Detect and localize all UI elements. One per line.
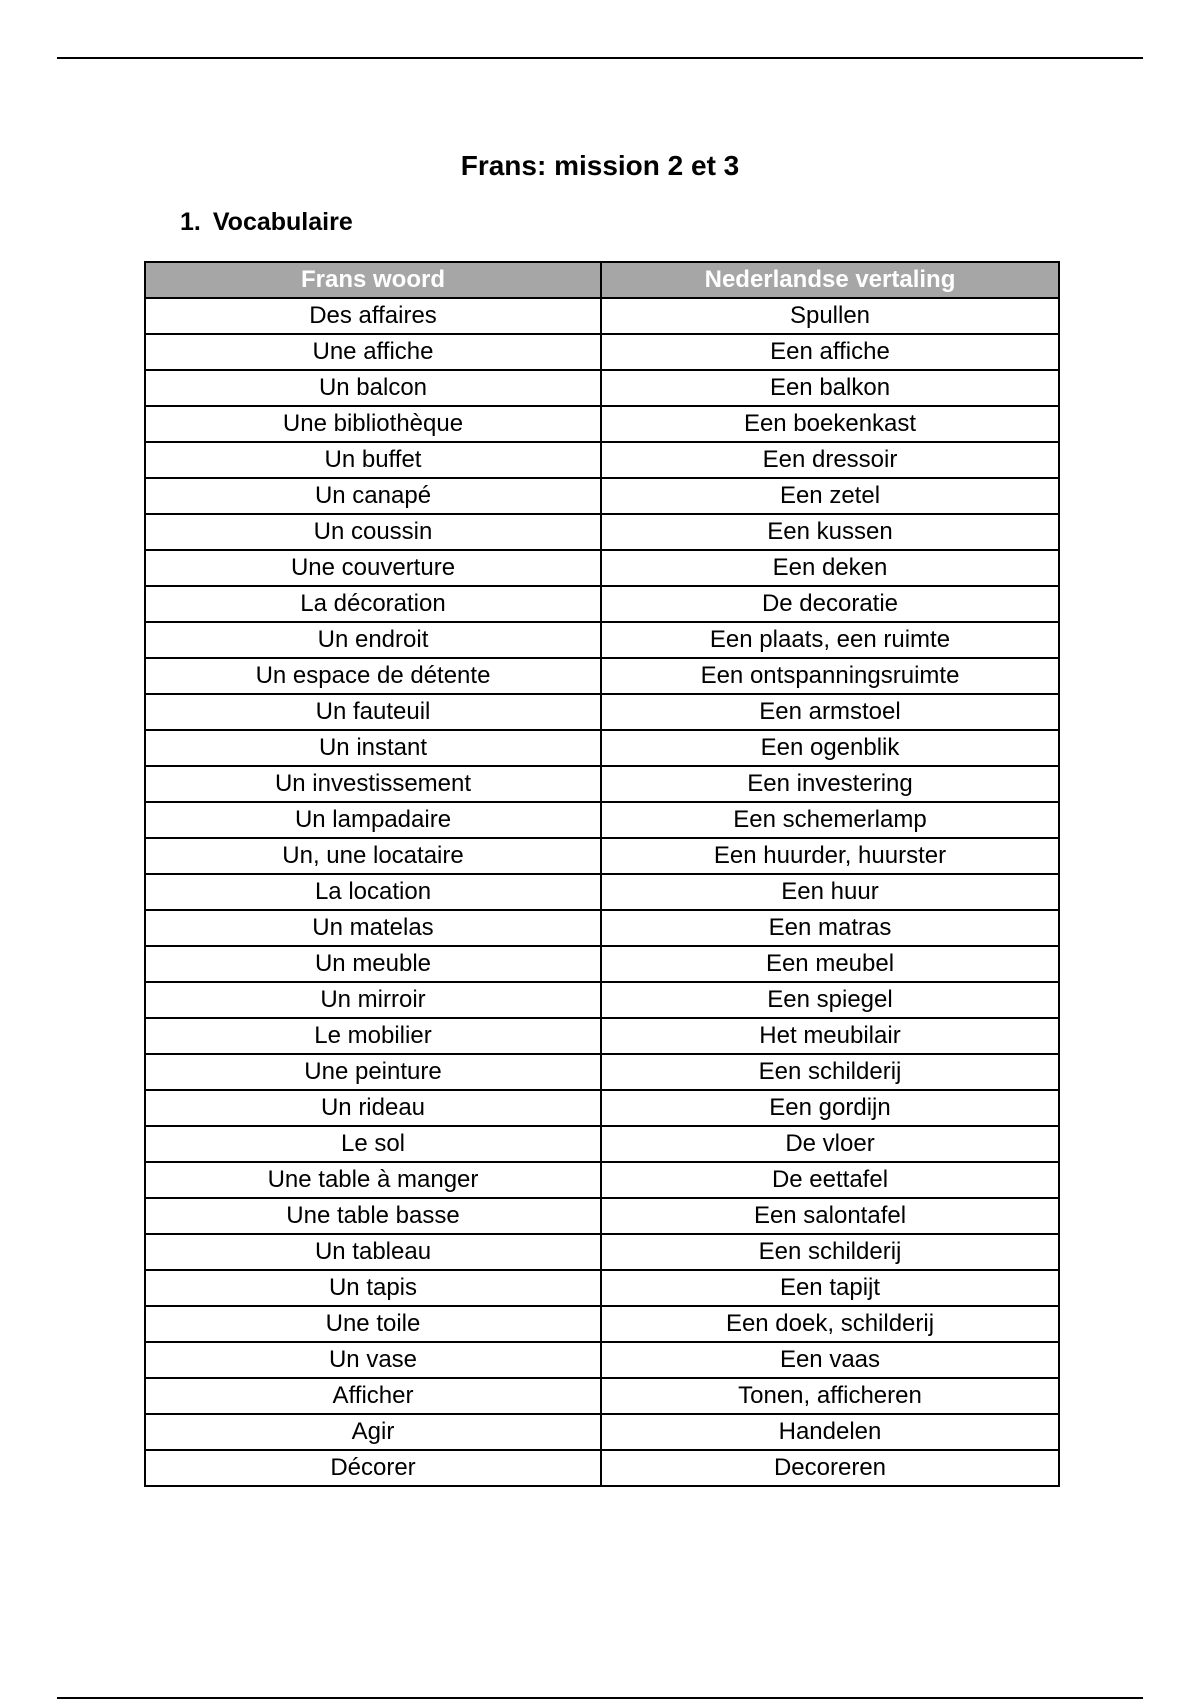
french-word-cell: Un coussin: [145, 514, 601, 550]
table-row: [145, 838, 1059, 874]
vocabulary-table: [144, 261, 1060, 1487]
french-word-cell: Un balcon: [145, 370, 601, 406]
table-row: [145, 586, 1059, 622]
french-word-cell: Une toile: [145, 1306, 601, 1342]
table-row: [145, 442, 1059, 478]
dutch-translation-cell: Decoreren: [601, 1450, 1059, 1486]
french-word-cell: Une table à manger: [145, 1162, 601, 1198]
dutch-translation-cell: Spullen: [601, 298, 1059, 334]
table-row: [145, 694, 1059, 730]
dutch-translation-cell: Een tapijt: [601, 1270, 1059, 1306]
table-row: [145, 874, 1059, 910]
table-row: [145, 514, 1059, 550]
dutch-translation-cell: Een armstoel: [601, 694, 1059, 730]
table-row: [145, 730, 1059, 766]
dutch-translation-cell: Een kussen: [601, 514, 1059, 550]
table-row: [145, 550, 1059, 586]
french-word-cell: Une bibliothèque: [145, 406, 601, 442]
dutch-translation-cell: De decoratie: [601, 586, 1059, 622]
table-row: [145, 1054, 1059, 1090]
french-word-cell: Un, une locataire: [145, 838, 601, 874]
french-word-cell: Des affaires: [145, 298, 601, 334]
table-row: [145, 802, 1059, 838]
section-title: Vocabulaire: [212, 208, 353, 236]
dutch-translation-cell: Een huur: [601, 874, 1059, 910]
french-word-cell: Un meuble: [145, 946, 601, 982]
french-word-cell: Un endroit: [145, 622, 601, 658]
section-heading: [180, 206, 353, 238]
table-row: [145, 298, 1059, 334]
dutch-translation-cell: Een spiegel: [601, 982, 1059, 1018]
dutch-translation-cell: Een boekenkast: [601, 406, 1059, 442]
section-number: 1.: [180, 208, 201, 236]
bottom-rule: [57, 1697, 1143, 1699]
dutch-translation-cell: Het meubilair: [601, 1018, 1059, 1054]
french-word-cell: Une couverture: [145, 550, 601, 586]
column-header-french: Frans woord: [145, 262, 601, 298]
french-word-cell: Une table basse: [145, 1198, 601, 1234]
table-row: [145, 1162, 1059, 1198]
french-word-cell: Décorer: [145, 1450, 601, 1486]
dutch-translation-cell: Een huurder, huurster: [601, 838, 1059, 874]
dutch-translation-cell: Een affiche: [601, 334, 1059, 370]
top-rule: [57, 57, 1143, 59]
dutch-translation-cell: Een meubel: [601, 946, 1059, 982]
dutch-translation-cell: Een schilderij: [601, 1234, 1059, 1270]
dutch-translation-cell: Een ogenblik: [601, 730, 1059, 766]
dutch-translation-cell: Een investering: [601, 766, 1059, 802]
table-row: [145, 1018, 1059, 1054]
french-word-cell: La décoration: [145, 586, 601, 622]
french-word-cell: Un espace de détente: [145, 658, 601, 694]
french-word-cell: Un instant: [145, 730, 601, 766]
dutch-translation-cell: Een zetel: [601, 478, 1059, 514]
french-word-cell: Un lampadaire: [145, 802, 601, 838]
french-word-cell: Un fauteuil: [145, 694, 601, 730]
table-row: [145, 766, 1059, 802]
table-row: [145, 1414, 1059, 1450]
table-row: [145, 982, 1059, 1018]
dutch-translation-cell: Een gordijn: [601, 1090, 1059, 1126]
french-word-cell: Un tapis: [145, 1270, 601, 1306]
dutch-translation-cell: Een salontafel: [601, 1198, 1059, 1234]
dutch-translation-cell: Handelen: [601, 1414, 1059, 1450]
dutch-translation-cell: Een schemerlamp: [601, 802, 1059, 838]
table-row: [145, 478, 1059, 514]
french-word-cell: La location: [145, 874, 601, 910]
table-row: [145, 334, 1059, 370]
table-row: [145, 910, 1059, 946]
table-row: [145, 1342, 1059, 1378]
dutch-translation-cell: Een plaats, een ruimte: [601, 622, 1059, 658]
french-word-cell: Le sol: [145, 1126, 601, 1162]
table-row: [145, 1306, 1059, 1342]
table-row: [145, 1450, 1059, 1486]
dutch-translation-cell: Een vaas: [601, 1342, 1059, 1378]
french-word-cell: Un canapé: [145, 478, 601, 514]
dutch-translation-cell: Een dressoir: [601, 442, 1059, 478]
dutch-translation-cell: Een matras: [601, 910, 1059, 946]
french-word-cell: Le mobilier: [145, 1018, 601, 1054]
french-word-cell: Afficher: [145, 1378, 601, 1414]
french-word-cell: Un rideau: [145, 1090, 601, 1126]
dutch-translation-cell: Een deken: [601, 550, 1059, 586]
table-row: [145, 946, 1059, 982]
french-word-cell: Une peinture: [145, 1054, 601, 1090]
table-row: [145, 1198, 1059, 1234]
dutch-translation-cell: Een doek, schilderij: [601, 1306, 1059, 1342]
dutch-translation-cell: Een schilderij: [601, 1054, 1059, 1090]
page-title: Frans: mission 2 et 3: [460, 150, 740, 181]
table-row: [145, 406, 1059, 442]
french-word-cell: Un investissement: [145, 766, 601, 802]
french-word-cell: Agir: [145, 1414, 601, 1450]
table-row: [145, 1090, 1059, 1126]
french-word-cell: Un matelas: [145, 910, 601, 946]
dutch-translation-cell: Tonen, afficheren: [601, 1378, 1059, 1414]
french-word-cell: Un buffet: [145, 442, 601, 478]
table-row: [145, 622, 1059, 658]
dutch-translation-cell: Een ontspanningsruimte: [601, 658, 1059, 694]
table-row: [145, 370, 1059, 406]
table-row: [145, 658, 1059, 694]
table-body: [145, 298, 1059, 1486]
table-row: [145, 1270, 1059, 1306]
table-row: [145, 1378, 1059, 1414]
dutch-translation-cell: Een balkon: [601, 370, 1059, 406]
french-word-cell: Un mirroir: [145, 982, 601, 1018]
dutch-translation-cell: De eettafel: [601, 1162, 1059, 1198]
table-row: [145, 1234, 1059, 1270]
table-row: [145, 1126, 1059, 1162]
french-word-cell: Un tableau: [145, 1234, 601, 1270]
french-word-cell: Un vase: [145, 1342, 601, 1378]
column-header-dutch: Nederlandse vertaling: [601, 262, 1059, 298]
french-word-cell: Une affiche: [145, 334, 601, 370]
dutch-translation-cell: De vloer: [601, 1126, 1059, 1162]
table-header-row: [145, 262, 1059, 298]
